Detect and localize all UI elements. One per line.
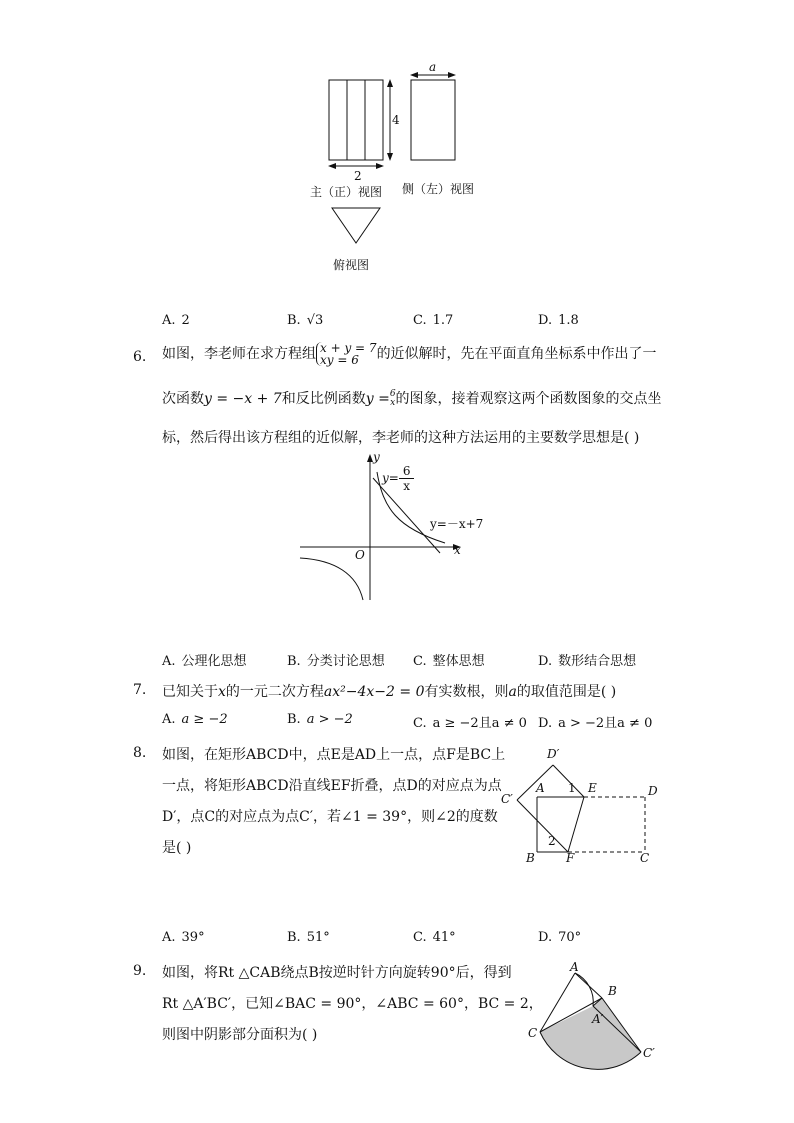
q7-stem bbox=[162, 681, 616, 701]
q5-option-d[interactable] bbox=[538, 313, 579, 328]
equation-system bbox=[316, 342, 377, 366]
q7-option-a[interactable] bbox=[162, 712, 228, 727]
q6-option-b[interactable] bbox=[287, 650, 385, 669]
q7-option-b[interactable] bbox=[287, 712, 353, 727]
graph-x-label: x bbox=[454, 543, 461, 557]
inverse-function-left: y = bbox=[365, 391, 390, 407]
q5-option-c[interactable] bbox=[413, 313, 453, 328]
numerator: 6 bbox=[399, 464, 415, 479]
q6-text: 的图象，接着观察这两个函数图象的交点坐 bbox=[395, 391, 662, 407]
fig9-label-a: A bbox=[570, 960, 579, 974]
q6-text: 和反比例函数 bbox=[281, 391, 366, 407]
q7-text: 的取值范围是( ) bbox=[516, 684, 617, 700]
q8-number: 8. bbox=[133, 745, 147, 761]
option-text: a > −2 bbox=[306, 712, 353, 727]
fig9-label-a-prime: A′ bbox=[592, 1012, 604, 1026]
quadratic-equation: ax²−4x−2 = 0 bbox=[323, 684, 425, 700]
option-text: a ≥ −2 bbox=[181, 712, 228, 727]
fig9-label-c: C bbox=[528, 1026, 538, 1040]
option-letter: C. bbox=[413, 930, 427, 945]
denominator: x bbox=[390, 398, 396, 408]
option-letter: C. bbox=[413, 716, 427, 731]
fig8-label-e: E bbox=[588, 781, 597, 795]
option-text: 51° bbox=[306, 930, 330, 945]
option-text: 整体思想 bbox=[432, 654, 485, 669]
option-letter: B. bbox=[287, 930, 301, 945]
option-text: 2 bbox=[181, 313, 190, 328]
numerator: 6 bbox=[389, 389, 396, 399]
q7-option-c[interactable] bbox=[413, 712, 527, 731]
fig8-label-c: C bbox=[640, 851, 650, 865]
q6-number: 6. bbox=[133, 349, 147, 365]
fig8-label-c-prime: C′ bbox=[501, 792, 513, 806]
label-2: 2 bbox=[354, 169, 362, 183]
option-letter: A. bbox=[162, 654, 176, 669]
graph-hyperbola-label bbox=[382, 464, 414, 493]
option-text: 1.8 bbox=[558, 313, 579, 328]
denominator: x bbox=[403, 479, 411, 493]
fig8-label-1: 1 bbox=[568, 781, 576, 795]
variable-x: x bbox=[218, 684, 226, 700]
q6-option-d[interactable] bbox=[538, 650, 636, 669]
q6-line-3: 标，然后得出该方程组的近似解，李老师的这种方法运用的主要数学思想是( ) bbox=[162, 430, 640, 446]
q6-text: 的近似解时，先在平面直角坐标系中作出了一 bbox=[376, 346, 657, 362]
q5-option-a[interactable] bbox=[162, 313, 190, 328]
option-letter: A. bbox=[162, 712, 176, 727]
graph-origin-label: O bbox=[355, 548, 365, 562]
option-letter: D. bbox=[538, 930, 553, 945]
graph-y-label: y bbox=[373, 450, 380, 464]
option-letter: B. bbox=[287, 313, 301, 328]
q8-option-d[interactable] bbox=[538, 930, 581, 945]
variable-a: a bbox=[508, 684, 517, 700]
q7-text: 的一元二次方程 bbox=[225, 684, 324, 700]
option-text: 70° bbox=[558, 930, 582, 945]
q6-option-a[interactable] bbox=[162, 650, 247, 669]
side-view-caption: 侧（左）视图 bbox=[402, 182, 475, 196]
q9-line-1: 如图，将Rt △CAB绕点B按逆时针方向旋转90°后，得到 bbox=[162, 965, 512, 981]
top-view-caption: 俯视图 bbox=[333, 258, 370, 272]
q9-number: 9. bbox=[133, 963, 147, 979]
fig8-label-b: B bbox=[526, 851, 535, 865]
q8-line-2: 一点，将矩形ABCD沿直线EF折叠，点D的对应点为点 bbox=[162, 778, 502, 794]
q6-option-c[interactable] bbox=[413, 650, 485, 669]
hyperbola-label-fraction bbox=[399, 464, 415, 493]
option-letter: B. bbox=[287, 654, 301, 669]
option-text: 41° bbox=[432, 930, 456, 945]
system-bottom: xy = 6 bbox=[320, 353, 359, 367]
q7-number: 7. bbox=[133, 682, 147, 698]
option-letter: C. bbox=[413, 313, 427, 328]
q9-line-2: Rt △A′BC′，已知∠BAC = 90°，∠ABC = 60°，BC = 2， bbox=[162, 996, 543, 1012]
hyperbola-label-left: y= bbox=[382, 471, 399, 485]
q6-line-1 bbox=[162, 342, 657, 366]
q6-line-2 bbox=[162, 388, 662, 408]
q8-line-1: 如图，在矩形ABCD中，点E是AD上一点，点F是BC上 bbox=[162, 747, 506, 763]
system-top: x + y = 7 bbox=[320, 341, 377, 355]
three-views-figure bbox=[300, 55, 510, 275]
q7-text: 有实数根，则 bbox=[424, 684, 509, 700]
front-view-caption: 主（正）视图 bbox=[310, 185, 383, 199]
label-a: a bbox=[429, 60, 437, 74]
q8-line-3: D′，点C的对应点为点C′，若∠1 = 39°，则∠2的度数 bbox=[162, 809, 498, 825]
label-4: 4 bbox=[392, 113, 400, 127]
option-text: 公理化思想 bbox=[181, 654, 247, 669]
option-text: a > −2且a ≠ 0 bbox=[558, 716, 653, 731]
q8-line-4: 是( ) bbox=[162, 840, 192, 856]
q8-option-a[interactable] bbox=[162, 930, 205, 945]
linear-function: y = −x + 7 bbox=[204, 391, 282, 407]
fig8-label-d: D bbox=[648, 784, 658, 798]
q6-text: 如图，李老师在求方程组 bbox=[162, 346, 316, 362]
option-letter: C. bbox=[413, 654, 427, 669]
option-letter: D. bbox=[538, 313, 553, 328]
option-text: 1.7 bbox=[432, 313, 454, 328]
option-letter: A. bbox=[162, 930, 176, 945]
option-text: 分类讨论思想 bbox=[306, 654, 385, 669]
fig8-label-f: F bbox=[566, 851, 575, 865]
fig9-label-b: B bbox=[608, 984, 617, 998]
q8-option-b[interactable] bbox=[287, 930, 330, 945]
q5-option-b[interactable] bbox=[287, 313, 323, 328]
fig8-label-a: A bbox=[536, 781, 545, 795]
option-text: √3 bbox=[306, 313, 324, 328]
option-letter: D. bbox=[538, 654, 553, 669]
option-text: a ≥ −2且a ≠ 0 bbox=[432, 716, 527, 731]
q6-text: 次函数 bbox=[162, 391, 204, 407]
q9-line-3: 则图中阴影部分面积为( ) bbox=[162, 1027, 318, 1043]
q7-option-d[interactable] bbox=[538, 712, 652, 731]
option-letter: B. bbox=[287, 712, 301, 727]
q7-text: 已知关于 bbox=[162, 684, 218, 700]
option-letter: A. bbox=[162, 313, 176, 328]
option-text: 39° bbox=[181, 930, 205, 945]
option-letter: D. bbox=[538, 716, 553, 731]
graph-line-label: y=－x+7 bbox=[430, 517, 484, 531]
fig9-label-c-prime: C′ bbox=[643, 1046, 655, 1060]
q8-option-c[interactable] bbox=[413, 930, 456, 945]
fig8-label-d-prime: D′ bbox=[547, 747, 560, 761]
option-text: 数形结合思想 bbox=[558, 654, 637, 669]
fig8-label-2: 2 bbox=[548, 834, 556, 848]
